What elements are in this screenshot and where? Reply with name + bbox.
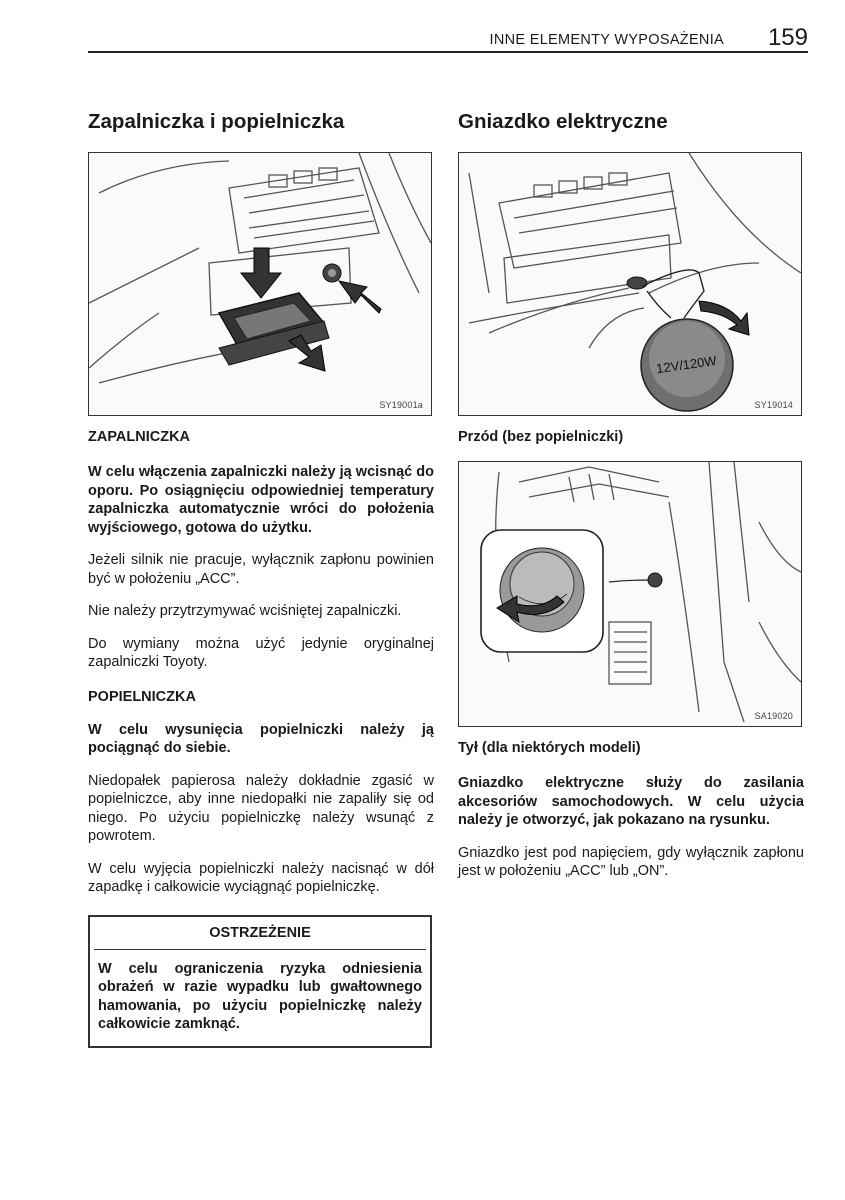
figure-code: SY19001a: [379, 400, 423, 410]
figure-code: SY19014: [754, 400, 793, 410]
ashtray-paragraph-1: Niedopałek papierosa należy dokładnie zgasić w popielniczce, aby inne niedopałki nie zapaliły się od niego. Po użyciu popielniczkę należy wsunąć z powrotem.: [88, 772, 434, 844]
push-lighter-arrow: [339, 281, 381, 313]
rear-outlet-socket: [648, 573, 662, 587]
rear-caption: Tył (dla niektórych modeli): [458, 740, 641, 756]
lighter-knob: [323, 264, 341, 282]
left-column: [88, 108, 434, 1048]
outlet-cap-closeup: [641, 319, 733, 411]
front-caption: Przód (bez popielniczki): [458, 429, 624, 445]
outlet-bold-text: Gniazdko elektryczne służy do zasilania akcesoriów samochodowych. W celu użycia należy je otworzyć, jak pokazano na rysunku.: [458, 775, 804, 828]
ashtray-bold-text: W celu wysunięcia popielniczki należy ją pociągnąć do siebie.: [88, 721, 434, 756]
lighter-paragraph-1: Jeżeli silnik nie pracuje, wyłącznik zapłonu powinien być w położeniu „ACC”.: [88, 552, 434, 587]
outlet-socket: [627, 277, 647, 289]
figure-code: SA19020: [754, 711, 793, 721]
outlet-paragraph-1: Gniazdko jest pod napięciem, gdy wyłącznik zapłonu jest w położeniu „ACC” lub „ON”.: [458, 844, 804, 879]
ashtray-paragraph-2: W celu wyjęcia popielniczki należy nacisnąć w dół zapadkę i całkowicie wyciągnąć popielniczkę.: [88, 860, 434, 895]
rear-outlet-illustration: [458, 461, 802, 727]
outlet-rating-label: 12V/120W: [655, 352, 718, 377]
lighter-ashtray-title: Zapalniczka i popielniczka: [88, 110, 345, 133]
right-column: [458, 108, 804, 881]
front-outlet-illustration: [458, 152, 802, 416]
page-number: 159: [767, 24, 808, 51]
dashboard-drawing: [89, 153, 431, 415]
rear-outlet-drawing: [459, 462, 801, 726]
power-outlet-title: Gniazdko elektryczne: [458, 110, 668, 133]
section-title: INNE ELEMENTY WYPOSAŻENIA: [489, 32, 724, 48]
lighter-ashtray-illustration: [88, 152, 432, 416]
rear-outlet-closeup: [481, 530, 603, 652]
warning-text: W celu ograniczenia ryzyka odniesienia obrażeń w razie wypadku lub gwałtownego hamowania, po użyciu popielniczkę należy całkowicie zamknąć.: [98, 960, 422, 1032]
warning-box: [88, 915, 432, 1048]
front-outlet-drawing: [459, 153, 801, 415]
warning-title: OSTRZEŻENIE: [94, 917, 426, 950]
lighter-paragraph-3: Do wymiany można użyć jedynie oryginalnej zapalniczki Toyoty.: [88, 635, 434, 670]
ashtray-heading: POPIELNICZKA: [88, 688, 196, 705]
page-header: [88, 26, 808, 53]
lighter-heading: ZAPALNICZKA: [88, 429, 191, 445]
lighter-paragraph-2: Nie należy przytrzymywać wciśniętej zapalniczki.: [88, 603, 402, 619]
lighter-bold-text: W celu włączenia zapalniczki należy ją wcisnąć do oporu. Po osiągnięciu odpowiedniej temperatury zapalniczka automatycznie wróci do położenia wyjściowego, gotowa do użytku.: [88, 464, 434, 536]
